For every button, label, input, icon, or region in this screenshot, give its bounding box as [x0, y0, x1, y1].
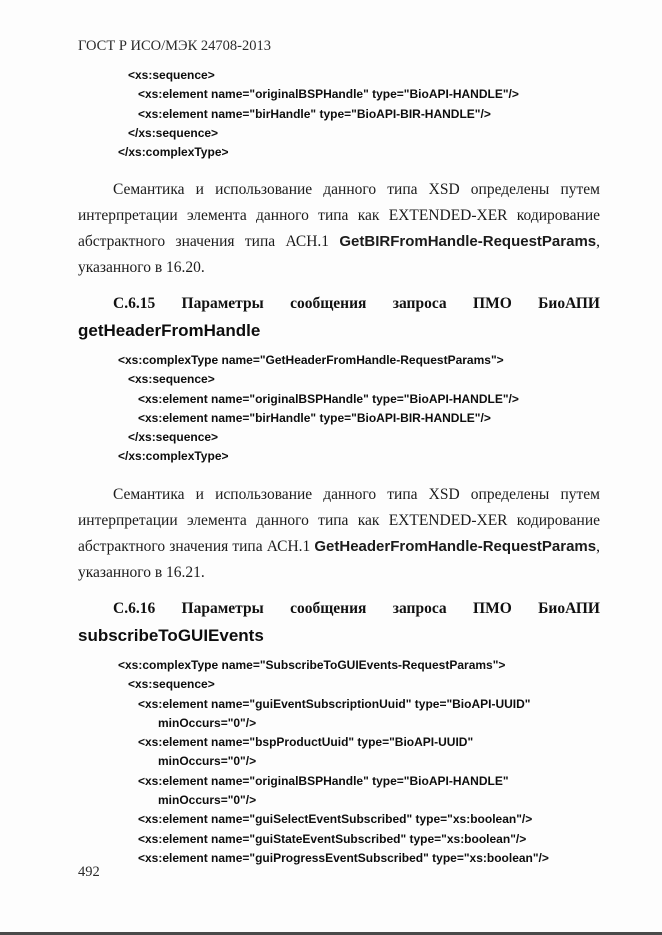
code-line: <xs:sequence>: [128, 372, 215, 387]
section-heading-function-name: getHeaderFromHandle: [78, 321, 261, 340]
code-line: <xs:complexType name="SubscribeToGUIEvents-RequestParams">: [118, 658, 506, 672]
code-line: </xs:complexType>: [118, 449, 229, 464]
paragraph-line: указанного в 16.20.: [78, 259, 205, 276]
paragraph-line: Семантика и использование данного типа XSD определены путем: [113, 486, 600, 503]
code-line: minOccurs="0"/>: [158, 715, 257, 730]
section-heading-c615: [78, 290, 600, 344]
paragraph-line: Семантика и использование данного типа XSD определены путем: [113, 181, 600, 198]
code-line: minOccurs="0"/>: [158, 793, 257, 808]
section-heading-text: С.6.15 Параметры сообщения запроса ПМО БиоАПИ: [113, 295, 600, 312]
code-line: <xs:element name="bspProductUuid" type="BioAPI-UUID": [138, 735, 474, 750]
paragraph-line: указанного в 16.21.: [78, 564, 205, 581]
code-line: </xs:sequence>: [128, 430, 219, 445]
xsd-code-block-1: [78, 66, 618, 162]
xsd-code-block-3: [78, 656, 618, 868]
code-line: <xs:element name="guiSelectEventSubscribed" type="xs:boolean"/>: [138, 812, 533, 827]
code-line: minOccurs="0"/>: [158, 754, 257, 769]
paragraph-line: [78, 229, 600, 255]
asn1-type-name: GetHeaderFromHandle-RequestParams: [314, 538, 597, 555]
section-heading-function-name: subscribeToGUIEvents: [78, 626, 264, 645]
code-line: <xs:sequence>: [128, 677, 215, 692]
xsd-code-block-2: [78, 351, 618, 467]
paragraph-line: [78, 534, 600, 560]
asn1-type-name: GetBIRFromHandle-RequestParams: [339, 233, 597, 250]
paragraph-text: абстрактного значения типа АСН.1: [78, 538, 315, 555]
paragraph-text: ,: [596, 538, 600, 555]
code-line: <xs:element name="originalBSPHandle" type="BioAPI-HANDLE"/>: [138, 87, 519, 102]
code-line: <xs:complexType name="GetHeaderFromHandle-RequestParams">: [118, 353, 504, 367]
page-number: 492: [78, 864, 100, 880]
code-line: <xs:element name="guiEventSubscriptionUuid" type="BioAPI-UUID": [138, 696, 531, 711]
code-line: </xs:sequence>: [128, 125, 219, 140]
code-line: <xs:sequence>: [128, 68, 215, 82]
section-heading-c616: [78, 595, 600, 649]
section-heading-text: С.6.16 Параметры сообщения запроса ПМО БиоАПИ: [113, 600, 600, 617]
paragraph-text: ,: [596, 233, 600, 250]
code-line: <xs:element name="originalBSPHandle" type="BioAPI-HANDLE"/>: [138, 391, 519, 406]
code-line: <xs:element name="guiProgressEventSubscribed" type="xs:boolean"/>: [138, 850, 549, 865]
code-line: <xs:element name="birHandle" type="BioAPI-BIR-HANDLE"/>: [138, 410, 491, 425]
semantics-paragraph-2: [78, 482, 600, 586]
code-line: <xs:element name="originalBSPHandle" type="BioAPI-HANDLE": [138, 773, 509, 788]
paragraph-line: интерпретации элемента данного типа как EXTENDED-XER кодирование: [78, 207, 600, 224]
semantics-paragraph-1: [78, 177, 600, 281]
code-line: </xs:complexType>: [118, 145, 229, 160]
paragraph-line: интерпретации элемента данного типа как EXTENDED-XER кодирование: [78, 512, 600, 529]
code-line: <xs:element name="guiStateEventSubscribed" type="xs:boolean"/>: [138, 831, 527, 846]
code-line: <xs:element name="birHandle" type="BioAPI-BIR-HANDLE"/>: [138, 106, 491, 121]
document-header: ГОСТ Р ИСО/МЭК 24708-2013: [78, 38, 271, 54]
paragraph-text: абстрактного значения типа АСН.1: [78, 233, 340, 250]
